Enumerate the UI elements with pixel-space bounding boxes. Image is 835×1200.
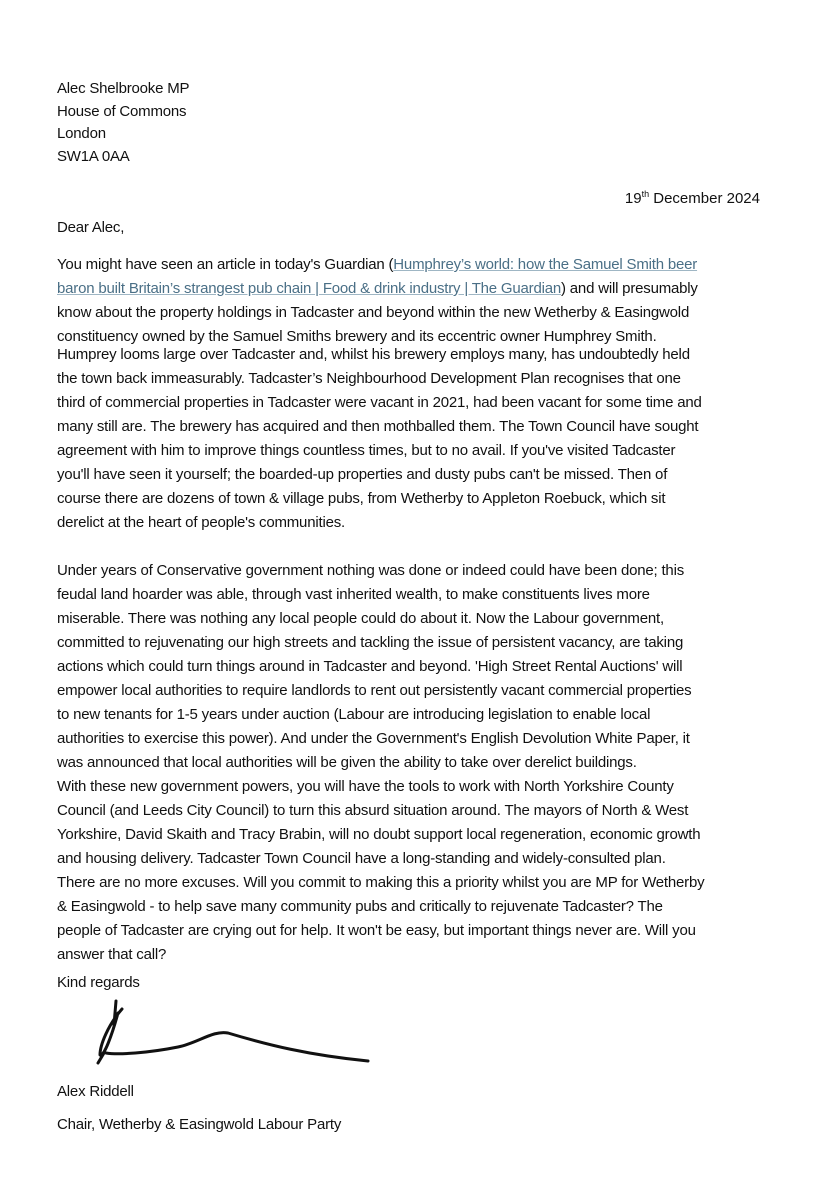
salutation: Dear Alec,: [57, 219, 125, 236]
paragraph-4: [57, 775, 772, 967]
signer-title: Chair, Wetherby & Easingwold Labour Party: [57, 1116, 342, 1133]
date-day: 19: [624, 190, 642, 207]
text-line: feudal land hoarder was able, through vast inherited wealth, to make constituents lives more: [57, 586, 650, 603]
address-line: Alec Shelbrooke MP: [57, 80, 190, 97]
text-line: With these new government powers, you will have the tools to work with North Yorkshire County: [57, 778, 674, 795]
text: ) and will presumably: [561, 280, 698, 297]
text-line: and housing delivery. Tadcaster Town Council have a long-standing and widely-consulted plan.: [57, 850, 666, 867]
text-line: constituency owned by the Samuel Smiths brewery and its eccentric owner Humphrey Smith.: [57, 328, 657, 345]
text-line: you'll have seen it yourself; the boarded-up properties and dusty pubs can't be missed. Then of: [57, 466, 668, 483]
date-rest: December 2024: [649, 190, 760, 207]
text: You might have seen an article in today's Guardian (: [57, 256, 394, 273]
text-line: actions which could turn things around in Tadcaster and beyond. 'High Street Rental Auctions' will: [57, 658, 683, 675]
text-line: agreement with him to improve things countless times, but to no avail. If you've visited Tadcaster: [57, 442, 676, 459]
text-line: empower local authorities to require landlords to rent out persistently vacant commercial properties: [57, 682, 692, 699]
signoff: Kind regards: [57, 974, 140, 991]
text-line: to new tenants for 1-5 years under auction (Labour are introducing legislation to enable local: [57, 706, 651, 723]
text-line: Council (and Leeds City Council) to turn this absurd situation around. The mayors of North & West: [57, 802, 689, 819]
text-line: Under years of Conservative government nothing was done or indeed could have been done; this: [57, 562, 685, 579]
text-line: derelict at the heart of people's communities.: [57, 514, 345, 531]
text-line: many still are. The brewery has acquired and then mothballed them. The Town Council have sought: [57, 418, 699, 435]
recipient-address: [57, 78, 772, 168]
text-line: third of commercial properties in Tadcaster were vacant in 2021, had been vacant for some time and: [57, 394, 702, 411]
date-suffix: th: [641, 189, 650, 199]
signer-name: Alex Riddell: [57, 1083, 134, 1100]
paragraph-1: [57, 253, 772, 349]
text-line: & Easingwold - to help save many community pubs and critically to rejuvenate Tadcaster? The: [57, 898, 663, 915]
text-line: Yorkshire, David Skaith and Tracy Brabin, will no doubt support local regeneration, economic growth: [57, 826, 701, 843]
address-line: London: [57, 125, 106, 142]
letter-date: [625, 182, 760, 211]
text-line: Humprey looms large over Tadcaster and, whilst his brewery employs many, has undoubtedly held: [57, 346, 690, 363]
text-line: answer that call?: [57, 946, 167, 963]
text-line: miserable. There was nothing any local people could do about it. Now the Labour government,: [57, 610, 664, 627]
signature-image: [78, 995, 378, 1070]
guardian-article-link[interactable]: Humphrey’s world: how the Samuel Smith beer: [393, 256, 698, 273]
text-line: committed to rejuvenating our high streets and tackling the issue of persistent vacancy, are taking: [57, 634, 684, 651]
address-line: House of Commons: [57, 102, 187, 120]
guardian-article-link[interactable]: baron built Britain’s strangest pub chain | Food & drink industry | The Guardian: [57, 280, 562, 297]
text-line: people of Tadcaster are crying out for help. It won't be easy, but important things never are. Will you: [57, 922, 696, 939]
text-line: There are no more excuses. Will you commit to making this a priority whilst you are MP for Wetherby: [57, 874, 705, 891]
text-line: course there are dozens of town & village pubs, from Wetherby to Appleton Roebuck, which sit: [57, 490, 666, 507]
text-line: the town back immeasurably. Tadcaster’s Neighbourhood Development Plan recognises that one: [57, 370, 681, 387]
text-line: know about the property holdings in Tadcaster and beyond within the new Wetherby & Easingwold: [57, 304, 690, 321]
text-line: authorities to exercise this power). And under the Government's English Devolution White Paper, it: [57, 730, 690, 747]
paragraph-2: [57, 343, 772, 535]
text-line: was announced that local authorities will be given the ability to take over derelict buildings.: [57, 754, 637, 771]
paragraph-3: [57, 559, 772, 775]
address-line: SW1A 0AA: [57, 147, 130, 165]
